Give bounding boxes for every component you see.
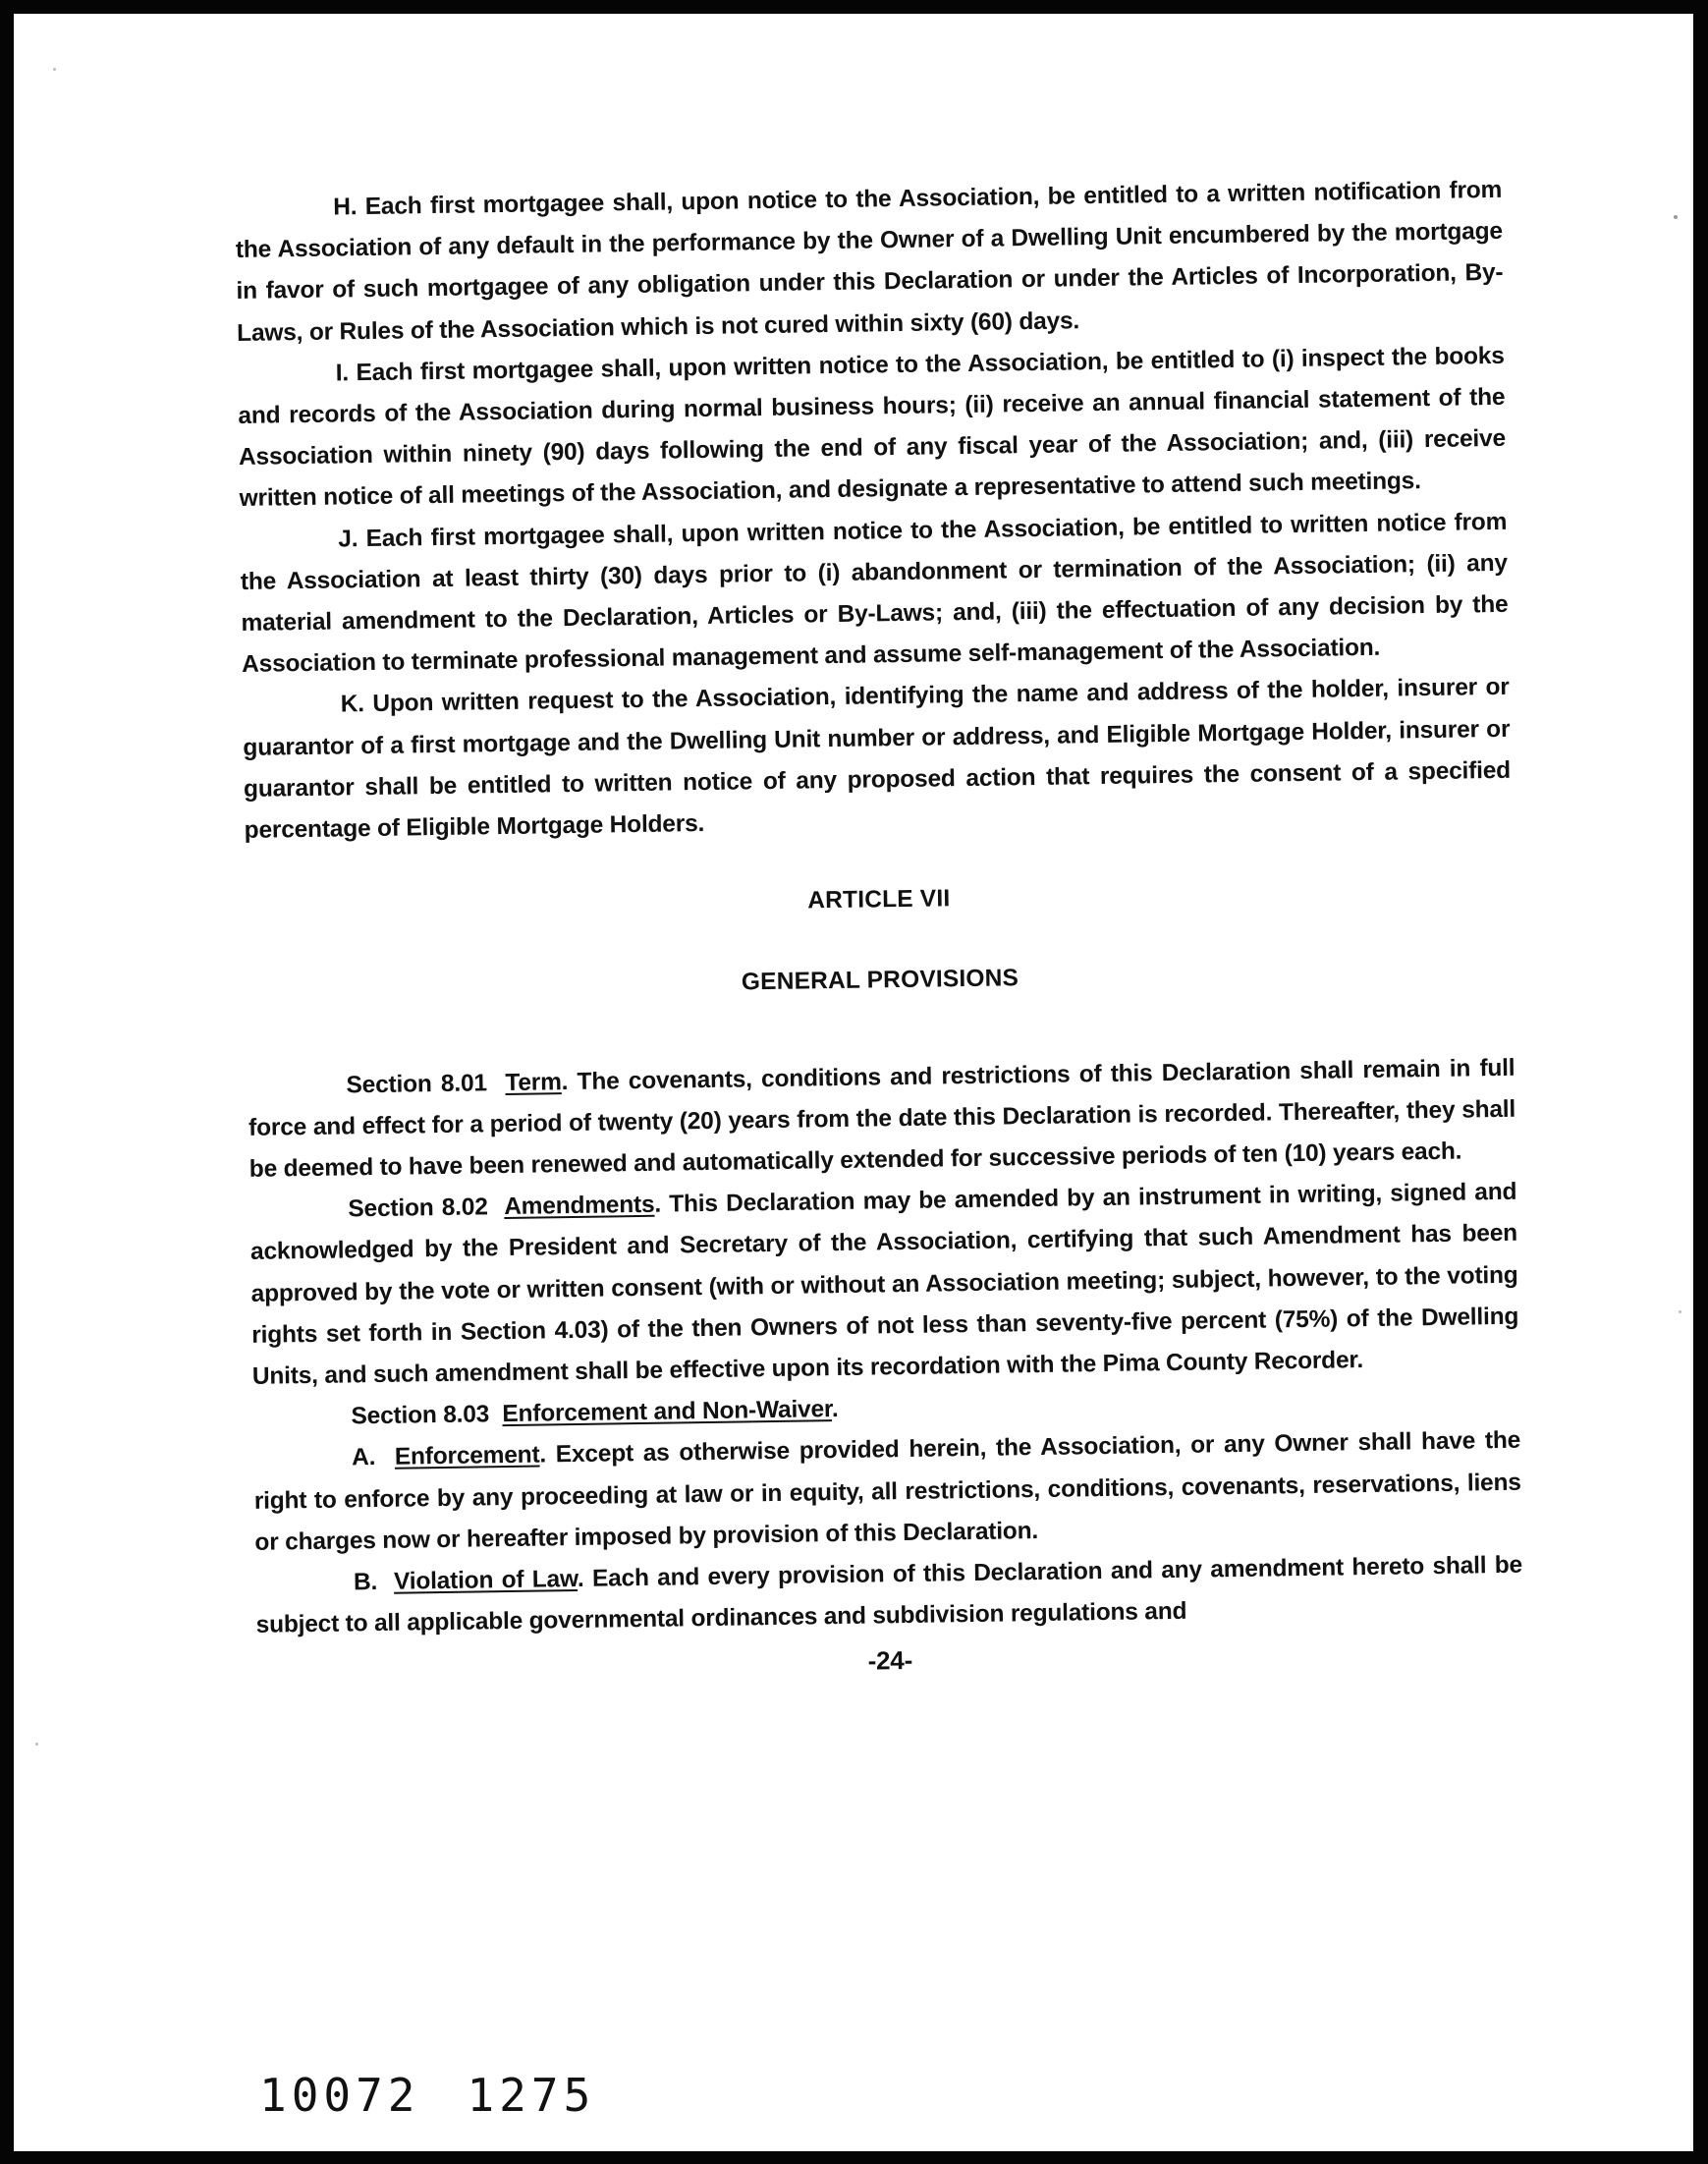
stamp-page: 1275 — [467, 2069, 596, 2122]
section-8-03-heading: Enforcement and Non-Waiver — [502, 1396, 833, 1428]
section-8-02-number: Section 8.02 — [348, 1193, 488, 1223]
paragraph-k: K. Upon written request to the Association, identifying the name and address of the holder, insurer or guarantor of a first mortgage and the Dwelling Unit number or address, and Eligible Mortgage Holder, insurer or guarantor shall be entitled to written notice of any proposed action that requires the consent of a specified percentage of Eligible Mortgage Holders. — [243, 674, 1512, 844]
document-body — [235, 170, 1524, 1691]
section-8-01-number: Section 8.01 — [346, 1069, 488, 1099]
subsection-b-text: . Each and every provision of this Declaration and any amendment hereto shall be subject to all applicable governmental ordinances and subdivision regulations and — [255, 1551, 1523, 1639]
section-8-01 — [248, 1047, 1516, 1191]
subsection-a — [253, 1420, 1522, 1564]
subsection-b-heading: Violation of Law — [393, 1566, 579, 1595]
section-8-01-text: . The covenants, conditions and restrictions of this Declaration shall remain in full force and effect for a period of twenty (20) years from the date this Declaration is recorded. Thereafter, they shall be deemed to have been renewed and automatically extended for successive periods of ten (10) years each. — [248, 1054, 1516, 1183]
scan-speck — [1674, 215, 1678, 219]
subsection-b-label: B. — [353, 1569, 378, 1596]
section-8-03-text: . — [831, 1396, 839, 1423]
recording-stamp — [259, 2069, 595, 2122]
scan-speck — [35, 1743, 38, 1746]
article-number: ARTICLE VII — [807, 885, 951, 915]
subsection-a-text: . Except as otherwise provided herein, the Association, or any Owner shall have the right to enforce by any proceeding at law or in equity, all restrictions, conditions, covenants, reservations, liens or charges now or hereafter imposed by provision of this Declaration. — [253, 1427, 1521, 1556]
paragraph-i: I. Each first mortgagee shall, upon written notice to the Association, be entitled to (i) inspect the books and records of the Association during normal business hours; (ii) receive an annual financial statement of the Association within ninety (90) days following the end of any fiscal year of the Association; and, (iii) receive written notice of all meetings of the Association, and designate a representative to attend such meetings. — [238, 342, 1507, 513]
document-page — [14, 14, 1693, 2151]
stamp-docket: 10072 — [259, 2069, 420, 2122]
subsection-b — [255, 1545, 1523, 1647]
scan-speck — [1679, 1310, 1681, 1313]
section-8-01-heading: Term — [505, 1068, 562, 1096]
page-number: -24- — [867, 1644, 913, 1676]
subsection-a-heading: Enforcement — [394, 1442, 540, 1471]
paragraph-h: H. Each first mortgagee shall, upon notice to the Association, be entitled to a written notification from the Association of any default in the performance by the Owner of a Dwelling Unit encumbered by the mortgage in favor of such mortgagee of any obligation under this Declaration or under the Articles of Incorporation, By-Laws, or Rules of the Association which is not cured within sixty (60) days. — [235, 176, 1504, 347]
section-8-02-heading: Amendments — [504, 1192, 655, 1221]
section-8-03-number: Section 8.03 — [351, 1401, 490, 1430]
paragraph-j: J. Each first mortgagee shall, upon written notice to the Association, be entitled to written notice from the Association at least thirty (30) days prior to (i) abandonment or termination of the Association; (ii) any material amendment to the Declaration, Articles or By-Laws; and, (iii) the effectuation of any decision by the Association to terminate professional management and assume self-management of the Association. — [240, 508, 1509, 679]
section-8-02 — [249, 1172, 1519, 1398]
subsection-a-label: A. — [351, 1444, 376, 1471]
article-title: GENERAL PROVISIONS — [741, 965, 1019, 996]
section-8-02-text: . This Declaration may be amended by an instrument in writing, signed and acknowledged by the President and Secretary of the Association, certifying that such Amendment has been approved by the vote or written consent (with or without an Association meeting; subject, however, to the voting rights set forth in Section 4.03) of the then Owners of not less than seventy-five percent (75%) of the Dwelling Units, and such amendment shall be effective upon its recordation with the Pima County Recorder. — [249, 1179, 1519, 1390]
scan-speck — [53, 68, 56, 71]
